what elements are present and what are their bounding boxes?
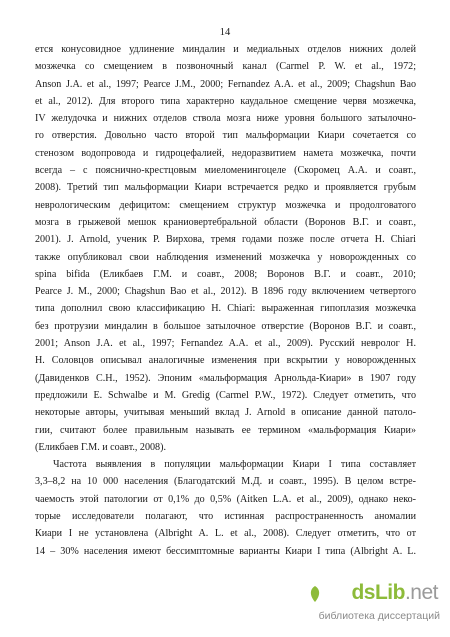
watermark-logo-lib: Lib (374, 581, 405, 604)
watermark-subtitle: библиотека диссертаций (318, 610, 440, 622)
text-line: всегда – с пояснично-крестцовым миеломенингоцеле (Скоромец А.А. и соавт., (35, 165, 416, 177)
text-line: IV желудочка и нижних отделов ствола мозга ниже уровня большого затылочно- (35, 113, 416, 125)
text-line: мозга в грыжевой мешок краниовертебральной области (Воронов В.Г. и соавт., (35, 216, 416, 228)
text-line: чаемость этой патологии от 0,1% до 0,5% (Aitken L.A. et al., 2009), однако неко- (35, 493, 416, 505)
page-number: 14 (219, 27, 231, 38)
text-line: (Давиденков С.Н., 1952). Эпоним «мальформация Арнольда-Киари» в 1907 году (35, 372, 416, 384)
text-line: стенозом водопровода и гидроцефалией, недоразвитием намета мозжечка, почти (35, 147, 416, 159)
text-line: некоторые авторы, учитывая меньший вклад J. Arnold в описание данной патоло- (35, 407, 416, 419)
text-line: et al., 2012). Для второго типа характерно каудальное смещение червя мозжечка, (35, 95, 416, 107)
watermark-logo (351, 581, 438, 605)
body-text (35, 41, 416, 560)
watermark (320, 581, 440, 631)
text-line: ется конусовидное удлинение миндалин и медиальных отделов нижних долей (35, 44, 416, 55)
text-line: Киари I не установлена (Albright A. L. et al., 2008). Следует отметить, что от (35, 528, 416, 540)
text-line: 2001; Anson J.A. et al., 1997; Fernandez A.A. et al., 2009). Русский невролог Н. (35, 338, 416, 350)
text-line: мозжечка со смещением в позвоночный канал (Carmel P. W. et al., 1972; (35, 61, 416, 73)
text-line: 14 – 30% населения имеют бессимптомные варианты Киари I типа (Albright A. L. (35, 545, 416, 557)
text-line: предложили E. Schwalbe и M. Gredig (Carmel P.W., 1972). Следует отметить, что (35, 389, 416, 401)
text-line: 2008). Третий тип мальформации Киари встречается редко и проявляется грубым (35, 182, 416, 194)
text-line: Pearce J. M., 2000; Chagshun Bao et al., 2012). В 1896 году включением четвертого (35, 286, 416, 298)
text-line: неврологическим дефицитом: смещением структур мозжечка и продолговатого (35, 199, 416, 211)
leaf-icon (308, 585, 322, 603)
text-line: типа дополнил свою классификацию H. Chiari: выраженная гипоплазия мозжечка (35, 303, 416, 315)
watermark-logo-net: .net (404, 581, 438, 604)
text-line: 3,3–8,2 на 10 000 населения (Благодатский М.Д. и соавт., 1995). В целом встре- (35, 476, 416, 488)
watermark-logo-ds: ds (351, 581, 375, 604)
text-line: го отверстия. Довольно часто второй тип мальформации Киари сочетается со (35, 130, 416, 142)
text-line: Н. Соловцов описывал аналогичные изменения при вскрытии у новорожденных (35, 355, 416, 367)
text-line: торые исследователи полагают, что истинная распространенность аномалии (35, 511, 416, 523)
text-line: также опубликовал свои наблюдения изменений мозжечка у новорожденных со (35, 251, 416, 263)
text-line: без протрузии миндалин в большое затылочное отверстие (Воронов В.Г. и соавт., (35, 320, 416, 332)
text-line: (Еликбаев Г.М. и соавт., 2008). (35, 441, 166, 453)
text-line: 2001). J. Arnold, ученик Р. Вирхова, тремя годами позже после отчета H. Chiari (35, 234, 416, 246)
text-line: Частота выявления в популяции мальформации Киари I типа составляет (53, 459, 416, 471)
text-line: гии, считают более правильным называть ее термином «мальформация Киари» (35, 424, 416, 436)
text-line: Anson J.A. et al., 1997; Pearce J.M., 2000; Fernandez A.A. et al., 2009; Chagshun Bao (35, 78, 416, 90)
text-line: spina bifida (Еликбаев Г.М. и соавт., 2008; Воронов В.Г. и соавт., 2010; (35, 268, 416, 280)
